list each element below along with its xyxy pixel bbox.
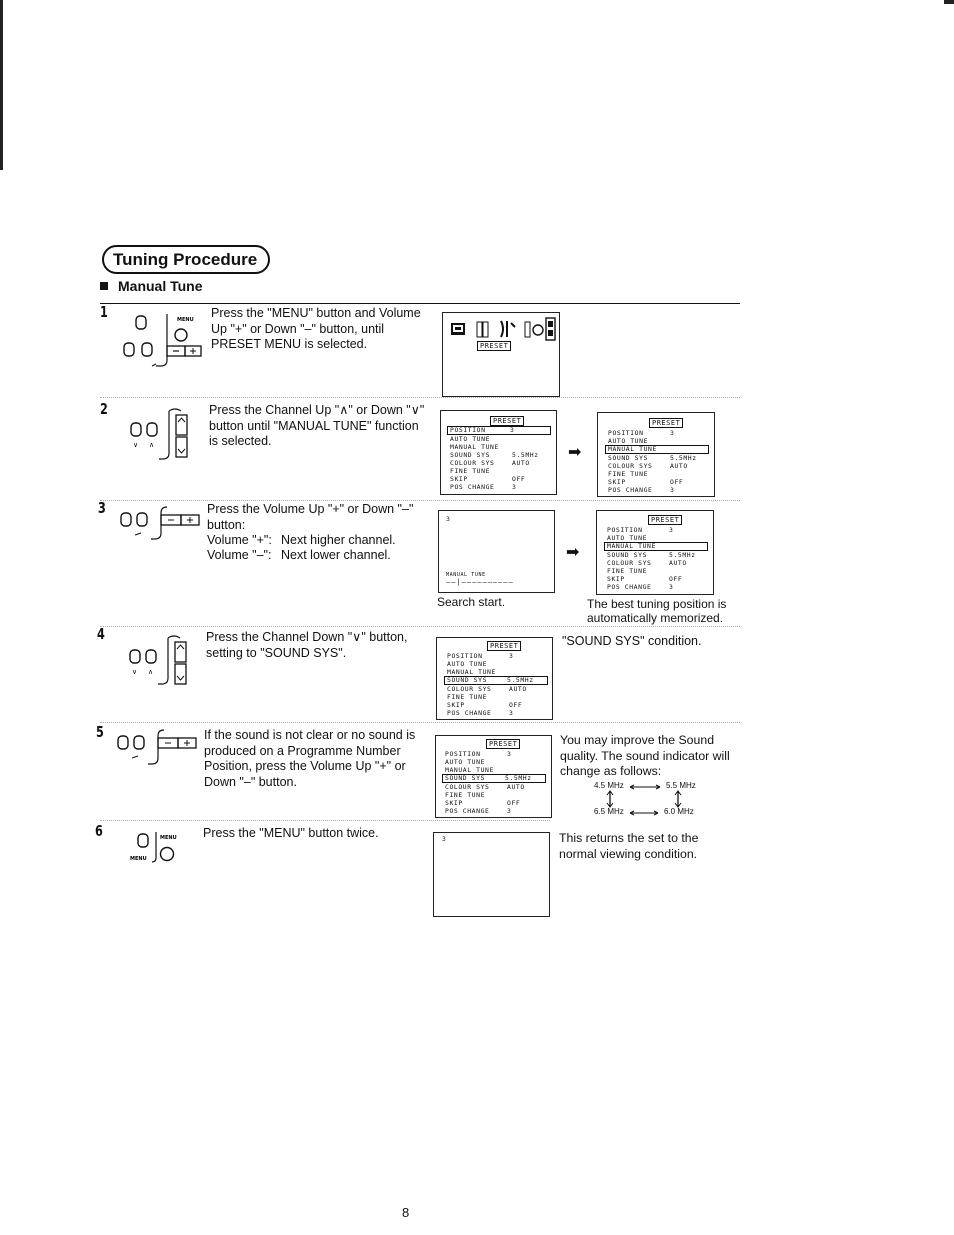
menu-row-value: OFF bbox=[507, 799, 521, 807]
menu-row bbox=[450, 483, 551, 491]
menu-row-label: POS CHANGE bbox=[608, 486, 653, 494]
sound-65mhz: 6.5 MHz bbox=[594, 807, 624, 816]
menu-row bbox=[447, 660, 548, 668]
sound-sys-condition-caption: "SOUND SYS" condition. bbox=[562, 634, 702, 648]
menu-row-label: POS CHANGE bbox=[447, 709, 492, 717]
step-1-text: Press the "MENU" button and Volume Up "+" or Down "–" button, until PRESET MENU is selected. bbox=[211, 306, 421, 351]
menu-row bbox=[608, 486, 709, 494]
improve-sound-caption: You may improve the Sound quality. The sound indicator will change as follows: bbox=[560, 733, 730, 778]
step-divider bbox=[100, 626, 740, 627]
return-channel: 3 bbox=[442, 835, 447, 843]
tv-screen-normal bbox=[433, 832, 550, 917]
menu-row-label: AUTO TUNE bbox=[447, 660, 488, 668]
sound-55mhz: 5.5 MHz bbox=[666, 781, 696, 790]
menu-row-label: POSITION bbox=[608, 429, 644, 437]
menu-row-label: AUTO TUNE bbox=[608, 437, 649, 445]
subsection-title bbox=[100, 278, 203, 294]
menu-row-value: AUTO bbox=[669, 559, 687, 567]
menu-row bbox=[450, 435, 551, 443]
menu-row-label: SKIP bbox=[445, 799, 463, 807]
preset-menu-list bbox=[445, 750, 546, 815]
step-divider bbox=[100, 820, 550, 821]
menu-row-value: OFF bbox=[670, 478, 684, 486]
menu-row-value: 3 bbox=[512, 483, 517, 491]
page-number: 8 bbox=[402, 1205, 410, 1220]
menu-row bbox=[607, 575, 708, 583]
returns-normal-caption: This returns the set to the normal viewing condition. bbox=[559, 831, 699, 861]
step-5-text: If the sound is not clear or no sound is produced on a Programme Number Position, press the Volume Up "+" or Down "–" button. bbox=[204, 728, 416, 789]
menu-row-value: 3 bbox=[669, 526, 674, 534]
menu-row-selected bbox=[604, 542, 708, 551]
menu-row-label: SKIP bbox=[450, 475, 468, 483]
menu-row-label: MANUAL TUNE bbox=[445, 766, 494, 774]
preset-tag: PRESET bbox=[477, 341, 511, 351]
menu-row-value: 3 bbox=[509, 709, 514, 717]
menu-row bbox=[445, 750, 546, 758]
menu-row-label: FINE TUNE bbox=[445, 791, 486, 799]
search-progress-bar: ––|–––––––––– bbox=[446, 578, 514, 586]
scan-edge-left bbox=[0, 0, 3, 170]
volume-minus-desc: Next lower channel. bbox=[281, 548, 391, 562]
down-label: ∨ bbox=[132, 669, 138, 676]
preset-menu-list bbox=[608, 429, 709, 494]
sound-indicator-cycle bbox=[594, 781, 704, 821]
menu-row bbox=[447, 709, 548, 717]
menu-row-label: AUTO TUNE bbox=[445, 758, 486, 766]
menu-row-value: 3 bbox=[507, 750, 512, 758]
menu-row-label: COLOUR SYS bbox=[608, 462, 653, 470]
menu-row-selected bbox=[447, 426, 551, 435]
tv-screen-step-3b bbox=[596, 510, 714, 595]
step-number-2: 2 bbox=[100, 400, 108, 418]
preset-tag: PRESET bbox=[649, 418, 683, 428]
menu-row-value: 5.5MHz bbox=[669, 551, 696, 559]
remote-channel-down-icon bbox=[124, 632, 196, 690]
menu-row-value: 5.5MHz bbox=[507, 676, 534, 684]
sound-60mhz: 6.0 MHz bbox=[664, 807, 694, 816]
step-divider bbox=[100, 500, 740, 501]
menu-row-value: OFF bbox=[669, 575, 683, 583]
menu-row-label: COLOUR SYS bbox=[445, 783, 490, 791]
step-number-5: 5 bbox=[96, 723, 104, 741]
menu-row bbox=[450, 467, 551, 475]
menu-row bbox=[607, 559, 708, 567]
menu-row bbox=[607, 526, 708, 534]
menu-row-value: 3 bbox=[507, 807, 512, 815]
menu-row-label: SOUND SYS bbox=[608, 454, 649, 462]
menu-row bbox=[445, 766, 546, 774]
step-number-3: 3 bbox=[98, 499, 106, 517]
menu-row-label: POSITION bbox=[445, 750, 481, 758]
menu-row-value: OFF bbox=[509, 701, 523, 709]
remote-volume-icon bbox=[112, 728, 202, 770]
menu-row-label: POSITION bbox=[607, 526, 643, 534]
volume-plus-key: Volume "+": bbox=[207, 533, 272, 547]
menu-row bbox=[445, 799, 546, 807]
remote-channel-up-down-icon bbox=[125, 405, 197, 465]
search-start-caption: Search start. bbox=[437, 595, 506, 609]
menu-row-label: MANUAL TUNE bbox=[608, 445, 657, 453]
scan-edge-right bbox=[944, 0, 954, 4]
volume-plus-desc: Next higher channel. bbox=[281, 533, 396, 547]
menu-row bbox=[607, 567, 708, 575]
menu-row bbox=[608, 429, 709, 437]
menu-row-label: SOUND SYS bbox=[607, 551, 648, 559]
menu-row-label: FINE TUNE bbox=[447, 693, 488, 701]
menu-row-label: MANUAL TUNE bbox=[450, 443, 499, 451]
tv-screen-step-2a bbox=[440, 410, 557, 495]
header-rule bbox=[100, 303, 740, 304]
menu-row bbox=[447, 668, 548, 676]
volume-minus-key: Volume "–": bbox=[207, 548, 272, 562]
tv-screen-step-5 bbox=[435, 735, 552, 818]
step-2-text: Press the Channel Up "∧" or Down "∨" button until "MANUAL TUNE" function is selected. bbox=[209, 403, 425, 448]
menu-row bbox=[608, 454, 709, 462]
menu-row-value: 5.5MHz bbox=[670, 454, 697, 462]
menu-row bbox=[445, 758, 546, 766]
menu-row-value: AUTO bbox=[670, 462, 688, 470]
menu-row-label: SOUND SYS bbox=[450, 451, 491, 459]
preset-menu-icon-bar bbox=[449, 317, 557, 343]
step-number-6: 6 bbox=[95, 822, 103, 840]
menu-label-bottom: MENU bbox=[130, 856, 147, 862]
up-label: ∧ bbox=[148, 669, 154, 676]
menu-row-label: FINE TUNE bbox=[607, 567, 648, 575]
preset-tag: PRESET bbox=[486, 739, 520, 749]
menu-row bbox=[608, 470, 709, 478]
remote-menu-volume-icon bbox=[118, 308, 208, 373]
tv-screen-preset-icons bbox=[442, 312, 560, 397]
tv-screen-step-4 bbox=[436, 637, 553, 720]
section-title: Tuning Procedure bbox=[102, 245, 270, 274]
menu-row-label: SKIP bbox=[608, 478, 626, 486]
bullet-square-icon bbox=[100, 282, 108, 290]
menu-row-label: POSITION bbox=[450, 426, 486, 434]
step-6-text: Press the "MENU" button twice. bbox=[203, 826, 379, 840]
menu-row-label: AUTO TUNE bbox=[607, 534, 648, 542]
step-divider bbox=[100, 722, 740, 723]
menu-row bbox=[447, 693, 548, 701]
menu-row bbox=[450, 459, 551, 467]
menu-row bbox=[445, 791, 546, 799]
menu-row-value: 5.5MHz bbox=[512, 451, 539, 459]
step-divider bbox=[100, 397, 740, 398]
menu-row-value: 3 bbox=[509, 652, 514, 660]
subsection-title-text: Manual Tune bbox=[118, 278, 203, 294]
menu-row-value: AUTO bbox=[512, 459, 530, 467]
menu-row-value: 5.5MHz bbox=[505, 774, 532, 782]
menu-row-label: POS CHANGE bbox=[445, 807, 490, 815]
preset-menu-list bbox=[447, 652, 548, 717]
menu-row bbox=[447, 701, 548, 709]
menu-row bbox=[447, 652, 548, 660]
preset-menu-list bbox=[607, 526, 708, 591]
menu-row-selected bbox=[605, 445, 709, 454]
menu-label-top: MENU bbox=[160, 835, 177, 841]
menu-row-label: SKIP bbox=[447, 701, 465, 709]
menu-row-value: AUTO bbox=[507, 783, 525, 791]
menu-row-value: OFF bbox=[512, 475, 526, 483]
menu-row-value: AUTO bbox=[509, 685, 527, 693]
menu-row-label: POSITION bbox=[447, 652, 483, 660]
menu-row bbox=[450, 443, 551, 451]
menu-row-label: MANUAL TUNE bbox=[607, 542, 656, 550]
tv-screen-step-2b bbox=[597, 412, 715, 497]
menu-row-label: AUTO TUNE bbox=[450, 435, 491, 443]
sound-45mhz: 4.5 MHz bbox=[594, 781, 624, 790]
menu-row-selected bbox=[442, 774, 546, 783]
preset-menu-list bbox=[450, 426, 551, 491]
menu-row-value: 3 bbox=[670, 429, 675, 437]
menu-row bbox=[608, 437, 709, 445]
menu-row-label: SKIP bbox=[607, 575, 625, 583]
menu-row-value: 3 bbox=[510, 426, 515, 434]
menu-row bbox=[445, 807, 546, 815]
menu-row bbox=[450, 475, 551, 483]
menu-row-label: COLOUR SYS bbox=[450, 459, 495, 467]
menu-row bbox=[447, 685, 548, 693]
remote-menu-icon bbox=[130, 828, 182, 868]
search-channel: 3 bbox=[446, 515, 451, 523]
step-3-text: Press the Volume Up "+" or Down "–" button: bbox=[207, 502, 414, 532]
preset-tag: PRESET bbox=[487, 641, 521, 651]
tv-screen-search bbox=[438, 510, 555, 593]
menu-row-label: COLOUR SYS bbox=[447, 685, 492, 693]
step-number-4: 4 bbox=[97, 625, 105, 643]
preset-tag: PRESET bbox=[490, 416, 524, 426]
best-tuning-caption: The best tuning position is automatically memorized. bbox=[587, 597, 727, 625]
menu-row-label: POS CHANGE bbox=[607, 583, 652, 591]
menu-row-label: SOUND SYS bbox=[447, 676, 488, 684]
remote-volume-icon bbox=[115, 505, 205, 545]
menu-row bbox=[607, 583, 708, 591]
right-arrow-icon: ➡ bbox=[566, 544, 580, 561]
menu-row bbox=[607, 551, 708, 559]
menu-row bbox=[607, 534, 708, 542]
menu-row-selected bbox=[444, 676, 548, 685]
preset-tag: PRESET bbox=[648, 515, 682, 525]
down-label: ∨ bbox=[133, 442, 139, 449]
sound-cycle-arrows-icon bbox=[594, 781, 704, 821]
menu-row-label: POS CHANGE bbox=[450, 483, 495, 491]
menu-row-value: 3 bbox=[670, 486, 675, 494]
menu-row bbox=[445, 783, 546, 791]
menu-row-label: FINE TUNE bbox=[608, 470, 649, 478]
menu-row bbox=[608, 462, 709, 470]
menu-row-value: 3 bbox=[669, 583, 674, 591]
menu-row bbox=[450, 451, 551, 459]
menu-row-label: MANUAL TUNE bbox=[447, 668, 496, 676]
menu-row-label: FINE TUNE bbox=[450, 467, 491, 475]
up-label: ∧ bbox=[149, 442, 155, 449]
menu-label: MENU bbox=[177, 317, 194, 323]
menu-row bbox=[608, 478, 709, 486]
step-number-1: 1 bbox=[100, 303, 108, 321]
menu-row-label: SOUND SYS bbox=[445, 774, 486, 782]
step-4-text: Press the Channel Down "∨" button, setting to "SOUND SYS". bbox=[206, 630, 408, 660]
right-arrow-icon: ➡ bbox=[568, 444, 582, 461]
menu-row-label: COLOUR SYS bbox=[607, 559, 652, 567]
search-label: MANUAL TUNE bbox=[446, 572, 486, 578]
